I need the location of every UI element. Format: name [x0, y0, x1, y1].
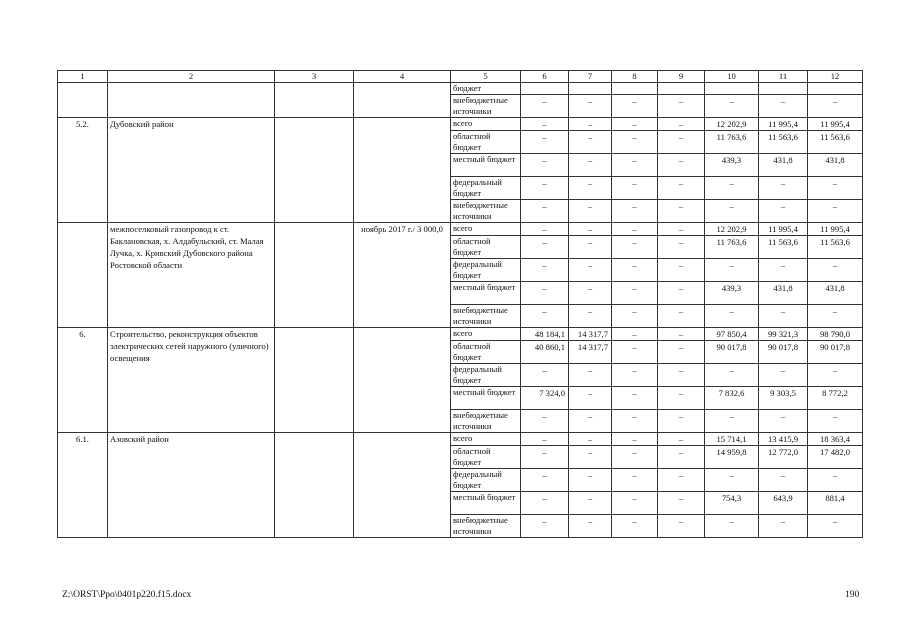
- deadline-capacity: [354, 433, 451, 538]
- amount-cell: –: [658, 223, 705, 236]
- column-3-cell: [275, 433, 354, 538]
- column-number: 6: [521, 71, 569, 83]
- item-name: межпоселковый газопровод к ст. Баклановская, х. Алдабульский, ст. Малая Лучка, х. Кривский Дубовского района Ростовской области: [108, 223, 275, 328]
- amount-cell: [521, 83, 569, 95]
- amount-cell: –: [569, 131, 612, 154]
- deadline-capacity: [354, 83, 451, 118]
- amount-cell: 643,9: [759, 492, 808, 515]
- funding-source: внебюджетные источники: [451, 305, 521, 328]
- column-3-cell: [275, 118, 354, 223]
- amount-cell: –: [658, 410, 705, 433]
- file-path: Z:\ORST\Ppo\0401p220.f15.docx: [62, 590, 192, 600]
- amount-cell: –: [569, 446, 612, 469]
- amount-cell: –: [808, 364, 863, 387]
- amount-cell: 439,3: [705, 282, 759, 305]
- amount-cell: 439,3: [705, 154, 759, 177]
- deadline-capacity: [354, 118, 451, 223]
- amount-cell: 18 363,4: [808, 433, 863, 446]
- amount-cell: –: [569, 515, 612, 538]
- amount-cell: 431,8: [808, 282, 863, 305]
- amount-cell: [808, 83, 863, 95]
- amount-cell: –: [569, 177, 612, 200]
- amount-cell: –: [569, 469, 612, 492]
- amount-cell: –: [612, 492, 658, 515]
- funding-source: всего: [451, 118, 521, 131]
- funding-source: местный бюджет: [451, 154, 521, 177]
- table-row: [58, 118, 863, 131]
- amount-cell: –: [612, 118, 658, 131]
- column-number: 2: [108, 71, 275, 83]
- amount-cell: 754,3: [705, 492, 759, 515]
- amount-cell: –: [759, 177, 808, 200]
- amount-cell: 881,4: [808, 492, 863, 515]
- amount-cell: –: [612, 515, 658, 538]
- funding-source: внебюджетные источники: [451, 410, 521, 433]
- amount-cell: –: [612, 387, 658, 410]
- column-number: 8: [612, 71, 658, 83]
- table-body: [58, 71, 863, 538]
- amount-cell: –: [612, 469, 658, 492]
- item-name: Дубовский район: [108, 118, 275, 223]
- item-number: 6.: [58, 328, 108, 433]
- amount-cell: –: [569, 236, 612, 259]
- amount-cell: –: [658, 492, 705, 515]
- amount-cell: –: [759, 305, 808, 328]
- amount-cell: –: [569, 387, 612, 410]
- amount-cell: –: [569, 410, 612, 433]
- amount-cell: –: [705, 515, 759, 538]
- amount-cell: –: [658, 236, 705, 259]
- column-3-cell: [275, 223, 354, 328]
- amount-cell: –: [808, 410, 863, 433]
- amount-cell: –: [705, 200, 759, 223]
- deadline-capacity: ноябрь 2017 г./ 3 000,0: [354, 223, 451, 328]
- table-row: [58, 433, 863, 446]
- column-number: 1: [58, 71, 108, 83]
- amount-cell: –: [612, 259, 658, 282]
- amount-cell: –: [658, 200, 705, 223]
- item-name: [108, 83, 275, 118]
- funding-source: всего: [451, 328, 521, 341]
- budget-table: [57, 70, 863, 538]
- column-3-cell: [275, 328, 354, 433]
- funding-source: местный бюджет: [451, 282, 521, 305]
- amount-cell: 97 850,4: [705, 328, 759, 341]
- amount-cell: –: [612, 364, 658, 387]
- amount-cell: –: [521, 223, 569, 236]
- amount-cell: –: [658, 446, 705, 469]
- amount-cell: 9 303,5: [759, 387, 808, 410]
- amount-cell: 14 959,8: [705, 446, 759, 469]
- amount-cell: –: [612, 131, 658, 154]
- amount-cell: 7 832,6: [705, 387, 759, 410]
- amount-cell: 11 995,4: [759, 118, 808, 131]
- amount-cell: –: [569, 200, 612, 223]
- amount-cell: –: [759, 259, 808, 282]
- amount-cell: –: [658, 364, 705, 387]
- amount-cell: –: [658, 177, 705, 200]
- amount-cell: –: [521, 95, 569, 118]
- amount-cell: –: [658, 154, 705, 177]
- amount-cell: –: [612, 446, 658, 469]
- amount-cell: –: [705, 95, 759, 118]
- item-name: Строительство, реконструкция объектов электрических сетей наружного (уличного) освещения: [108, 328, 275, 433]
- column-number: 5: [451, 71, 521, 83]
- table-row: [58, 83, 863, 95]
- amount-cell: –: [658, 95, 705, 118]
- amount-cell: –: [569, 282, 612, 305]
- amount-cell: –: [612, 200, 658, 223]
- amount-cell: –: [759, 364, 808, 387]
- amount-cell: –: [808, 305, 863, 328]
- funding-source: бюджет: [451, 83, 521, 95]
- amount-cell: [569, 83, 612, 95]
- amount-cell: 14 317,7: [569, 328, 612, 341]
- amount-cell: –: [808, 515, 863, 538]
- amount-cell: 431,8: [759, 282, 808, 305]
- amount-cell: –: [569, 118, 612, 131]
- amount-cell: –: [658, 131, 705, 154]
- column-number: 3: [275, 71, 354, 83]
- amount-cell: 12 772,0: [759, 446, 808, 469]
- item-number: [58, 223, 108, 328]
- amount-cell: –: [521, 469, 569, 492]
- amount-cell: –: [759, 95, 808, 118]
- funding-source: федеральный бюджет: [451, 259, 521, 282]
- funding-source: местный бюджет: [451, 387, 521, 410]
- header-row: [58, 71, 863, 83]
- amount-cell: –: [808, 259, 863, 282]
- amount-cell: –: [521, 282, 569, 305]
- amount-cell: –: [569, 433, 612, 446]
- amount-cell: 11 563,6: [808, 131, 863, 154]
- amount-cell: –: [569, 305, 612, 328]
- amount-cell: 90 017,8: [759, 341, 808, 364]
- amount-cell: –: [612, 410, 658, 433]
- funding-source: областной бюджет: [451, 236, 521, 259]
- amount-cell: –: [658, 282, 705, 305]
- amount-cell: –: [569, 223, 612, 236]
- amount-cell: –: [705, 410, 759, 433]
- amount-cell: –: [808, 200, 863, 223]
- amount-cell: –: [612, 177, 658, 200]
- amount-cell: 40 860,1: [521, 341, 569, 364]
- item-number: 5.2.: [58, 118, 108, 223]
- amount-cell: –: [521, 433, 569, 446]
- amount-cell: [612, 83, 658, 95]
- amount-cell: 15 714,1: [705, 433, 759, 446]
- column-number: 12: [808, 71, 863, 83]
- amount-cell: –: [612, 328, 658, 341]
- amount-cell: –: [705, 305, 759, 328]
- funding-source: областной бюджет: [451, 341, 521, 364]
- amount-cell: –: [521, 515, 569, 538]
- amount-cell: 11 563,6: [759, 236, 808, 259]
- amount-cell: –: [658, 515, 705, 538]
- funding-source: всего: [451, 223, 521, 236]
- amount-cell: 431,8: [808, 154, 863, 177]
- amount-cell: –: [521, 410, 569, 433]
- item-number: 6.1.: [58, 433, 108, 538]
- amount-cell: –: [658, 118, 705, 131]
- amount-cell: [658, 83, 705, 95]
- amount-cell: 11 563,6: [808, 236, 863, 259]
- amount-cell: 13 415,9: [759, 433, 808, 446]
- amount-cell: –: [521, 305, 569, 328]
- amount-cell: –: [658, 259, 705, 282]
- amount-cell: –: [521, 236, 569, 259]
- amount-cell: –: [521, 364, 569, 387]
- page-number: 190: [845, 590, 860, 600]
- column-number: 4: [354, 71, 451, 83]
- amount-cell: 12 202,9: [705, 118, 759, 131]
- amount-cell: 14 317,7: [569, 341, 612, 364]
- amount-cell: –: [569, 259, 612, 282]
- amount-cell: 98 790,0: [808, 328, 863, 341]
- amount-cell: –: [808, 95, 863, 118]
- amount-cell: 11 763,6: [705, 236, 759, 259]
- amount-cell: 12 202,9: [705, 223, 759, 236]
- amount-cell: –: [658, 469, 705, 492]
- funding-source: федеральный бюджет: [451, 364, 521, 387]
- amount-cell: 11 563,6: [759, 131, 808, 154]
- amount-cell: –: [705, 469, 759, 492]
- amount-cell: –: [658, 328, 705, 341]
- amount-cell: –: [521, 131, 569, 154]
- amount-cell: –: [612, 305, 658, 328]
- amount-cell: –: [612, 236, 658, 259]
- funding-source: областной бюджет: [451, 131, 521, 154]
- funding-source: внебюджетные источники: [451, 95, 521, 118]
- funding-source: всего: [451, 433, 521, 446]
- amount-cell: –: [658, 387, 705, 410]
- amount-cell: –: [521, 492, 569, 515]
- amount-cell: –: [521, 200, 569, 223]
- amount-cell: –: [658, 305, 705, 328]
- amount-cell: –: [705, 364, 759, 387]
- amount-cell: –: [705, 259, 759, 282]
- amount-cell: –: [612, 282, 658, 305]
- amount-cell: –: [612, 154, 658, 177]
- amount-cell: –: [808, 469, 863, 492]
- funding-source: внебюджетные источники: [451, 515, 521, 538]
- amount-cell: –: [759, 410, 808, 433]
- amount-cell: –: [808, 177, 863, 200]
- amount-cell: –: [521, 259, 569, 282]
- amount-cell: –: [658, 433, 705, 446]
- amount-cell: [759, 83, 808, 95]
- amount-cell: 17 482,0: [808, 446, 863, 469]
- amount-cell: 99 321,3: [759, 328, 808, 341]
- amount-cell: 11 995,4: [808, 118, 863, 131]
- amount-cell: 11 763,6: [705, 131, 759, 154]
- column-3-cell: [275, 83, 354, 118]
- amount-cell: –: [612, 433, 658, 446]
- amount-cell: 48 184,1: [521, 328, 569, 341]
- amount-cell: –: [705, 177, 759, 200]
- deadline-capacity: [354, 328, 451, 433]
- funding-source: внебюджетные источники: [451, 200, 521, 223]
- amount-cell: 7 324,0: [521, 387, 569, 410]
- funding-source: областной бюджет: [451, 446, 521, 469]
- amount-cell: 11 995,4: [808, 223, 863, 236]
- amount-cell: [705, 83, 759, 95]
- funding-source: федеральный бюджет: [451, 469, 521, 492]
- amount-cell: –: [612, 223, 658, 236]
- item-name: Азовский район: [108, 433, 275, 538]
- funding-source: местный бюджет: [451, 492, 521, 515]
- amount-cell: –: [759, 469, 808, 492]
- amount-cell: 90 017,8: [705, 341, 759, 364]
- amount-cell: –: [612, 341, 658, 364]
- column-number: 9: [658, 71, 705, 83]
- column-number: 11: [759, 71, 808, 83]
- amount-cell: –: [521, 446, 569, 469]
- amount-cell: –: [521, 118, 569, 131]
- amount-cell: –: [612, 95, 658, 118]
- amount-cell: –: [569, 154, 612, 177]
- amount-cell: –: [759, 200, 808, 223]
- amount-cell: –: [521, 154, 569, 177]
- amount-cell: –: [759, 515, 808, 538]
- amount-cell: –: [569, 95, 612, 118]
- amount-cell: –: [569, 364, 612, 387]
- amount-cell: 11 995,4: [759, 223, 808, 236]
- column-number: 7: [569, 71, 612, 83]
- column-number: 10: [705, 71, 759, 83]
- amount-cell: –: [521, 177, 569, 200]
- funding-source: федеральный бюджет: [451, 177, 521, 200]
- amount-cell: –: [658, 341, 705, 364]
- amount-cell: 90 017,8: [808, 341, 863, 364]
- table-row: [58, 328, 863, 341]
- amount-cell: 8 772,2: [808, 387, 863, 410]
- item-number: [58, 83, 108, 118]
- amount-cell: 431,8: [759, 154, 808, 177]
- table-row: [58, 223, 863, 236]
- amount-cell: –: [569, 492, 612, 515]
